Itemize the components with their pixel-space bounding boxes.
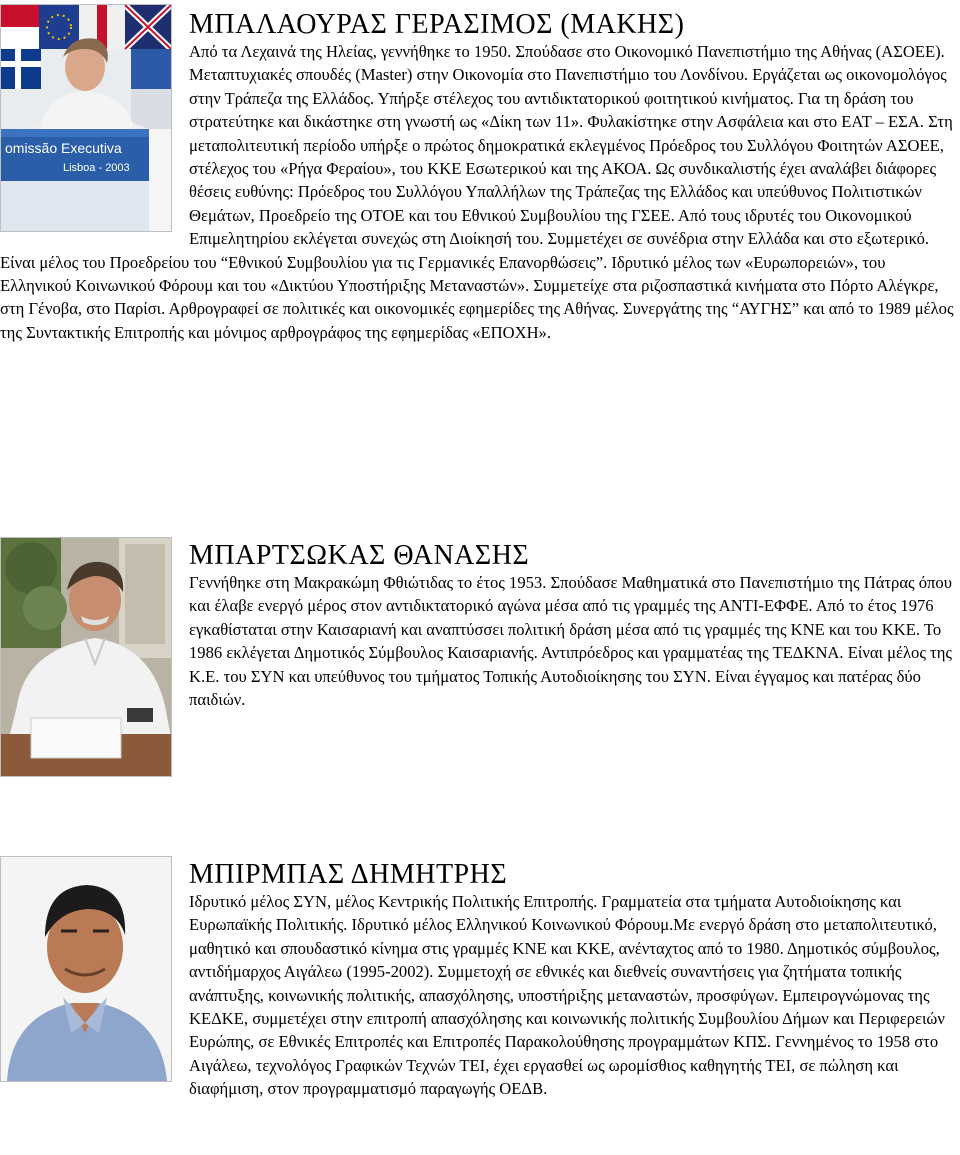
biography-entry: [0, 856, 960, 1101]
portrait-photo: [0, 537, 172, 777]
biography-entry: [0, 4, 960, 344]
portrait-photo: [0, 856, 172, 1082]
person-name: ΜΠΑΛΑΟΥΡΑΣ ΓΕΡΑΣΙΜΟΣ (ΜΑΚΗΣ): [189, 9, 685, 40]
portrait-photo: [0, 4, 172, 232]
biography-entry: [0, 537, 960, 781]
person-name: ΜΠΙΡΜΠΑΣ ΔΗΜΗΤΡΗΣ: [189, 859, 508, 890]
podium-caption-line1: omissão Executiva: [5, 140, 122, 156]
podium-caption-line2: Lisboa - 2003: [63, 162, 130, 174]
person-name: ΜΠΑΡΤΣΩΚΑΣ ΘΑΝΑΣΗΣ: [189, 540, 530, 571]
biography-text: Από τα Λεχαινά της Ηλείας, γεννήθηκε το 1950. Σπούδασε στο Οικονομικό Πανεπιστήμιο της Αθήνας (ΑΣΟΕΕ). Μεταπτυχιακές σπουδές (Master) στην Οικονομία στο Πανεπιστήμιο του Λονδίνου. Εργάζεται ως οικονομολόγος στην Τράπεζα της Ελλάδος. Υπήρξε στέλεχος του αντιδικτατορικού φοιτητικού κινήματος. Για τη δράση του στρατεύτηκε και δικάστηκε στη γνωστή ως «Δίκη των 11». Φυλακίστηκε στην Ασφάλεια και στο ΕΑΤ – ΕΣΑ. Στη μεταπολιτευτική περίοδο υπήρξε ο πρώτος δημοκρατικά εκλεγμένος Πρόεδρος του Συλλόγου Φοιτητών ΑΣΟΕΕ, στέλεχος του «Ρήγα Φεραίου», του ΚΚΕ Εσωτερικού και της ΑΚΟΑ. Ως συνδικαλιστής έχει αναλάβει διάφορες θέσεις ευθύνης: Πρόεδρος του Συλλόγου Υπαλλήλων της Τράπεζας της Ελλάδος και υπεύθυνος Πολιτιστικών Θεμάτων, Προεδρείο της ΟΤΟΕ και του Εθνικού Συμβουλίου της ΓΣΕΕ. Από τους ιδρυτές του Οικονομικού Επιμελητηρίου εκλέγεται συνεχώς στη Διοίκησή του. Συμμετέχει σε συνέδρια στην Ελλάδα και στο εξωτερικό. Είναι μέλος του Προεδρείου του “Εθνικού Συμβουλίου για τις Γερμανικές Επανορθώσεις”. Ιδρυτικό μέλος των «Ευρωπορειών», του Ελληνικού Κοινωνικού Φόρουμ και του «Δικτύου Υποστήριξης Μεταναστών». Συμμετείχε στα ριζοσπαστικά κινήματα στο Πόρτο Αλέγκρε, στη Γένοβα, στο Παρίσι. Αρθρογραφεί σε πολιτικές και οικονομικές εφημερίδες της Αθήνας. Συνεργάτης της “ΑΥΓΗΣ” και από το 1989 μέλος της Συντακτικής Επιτροπής και μόνιμος αρθρογράφος της εφημερίδας «ΕΠΟΧΗ».: [0, 42, 954, 342]
biography-text: Γεννήθηκε στη Μακρακώμη Φθιώτιδας το έτος 1953. Σπούδασε Μαθηματικά στο Πανεπιστήμιο της Πάτρας όπου και έλαβε ενεργό μέρος στον αντιδικτατορικό αγώνα μέσα από τις γραμμές της ΑΝΤΙ-ΕΦΦΕ. Από το έτος 1976 εγκαθίσταται στην Καισαριανή και αναπτύσσει πολιτική δράση μέσα από τις γραμμές της ΚΝΕ και του ΚΚΕ. Το 1986 εκλέγεται Δημοτικός Σύμβουλος Καισαριανής. Αντιπρόεδρος και γραμματέας της ΤΕΔΚΝΑ. Είναι μέλος της Κ.Ε. του ΣΥΝ και υπεύθυνος του τμήματος Τοπικής Αυτοδιοίκησης του ΣΥΝ. Είναι έγγαμος και πατέρας δύο παιδιών.: [189, 573, 952, 710]
biography-text: Ιδρυτικό μέλος ΣΥΝ, μέλος Κεντρικής Πολιτικής Επιτροπής. Γραμματεία στα τμήματα Αυτοδιοίκησης και Ευρωπαϊκής Πολιτικής. Ιδρυτικό μέλος Ελληνικού Κοινωνικού Φόρουμ.Με ενεργό δράση στο μεταπολιτευτικό, μαθητικό και σπουδαστικό κίνημα στις γραμμές ΚΝΕ και ΚΚΕ, ανένταχτος από το 1980. Δημοτικός σύμβουλος, αντιδήμαρχος Αιγάλεω (1995-2002). Συμμετοχή σε εθνικές και διεθνείς συναντήσεις για ζητήματα τοπικής ανάπτυξης, κοινωνικής πολιτικής, απασχόλησης, υποστήριξης μεταναστών, προσφύγων. Εμπειρογνώμονας της ΚΕΔΚΕ, συμμετέχει στην επιτροπή απασχόλησης και κοινωνικής πολιτικής Συμβουλίου Δήμων και Περιφερειών Ευρώπης, σε Εθνικές Επιτροπές και Επιτροπές Παρακολούθησης προγραμμάτων ΚΠΣ. Γεννημένος το 1958 στο Αιγάλεω, τεχνολόγος Γραφικών Τεχνών ΤΕΙ, έχει εργασθεί ως ωρομίσθιος καθηγητής ΤΕΙ, σε πώληση και διαφήμιση, στον προγραμματισμό παραγωγής ΟΕΔΒ.: [189, 892, 945, 1099]
